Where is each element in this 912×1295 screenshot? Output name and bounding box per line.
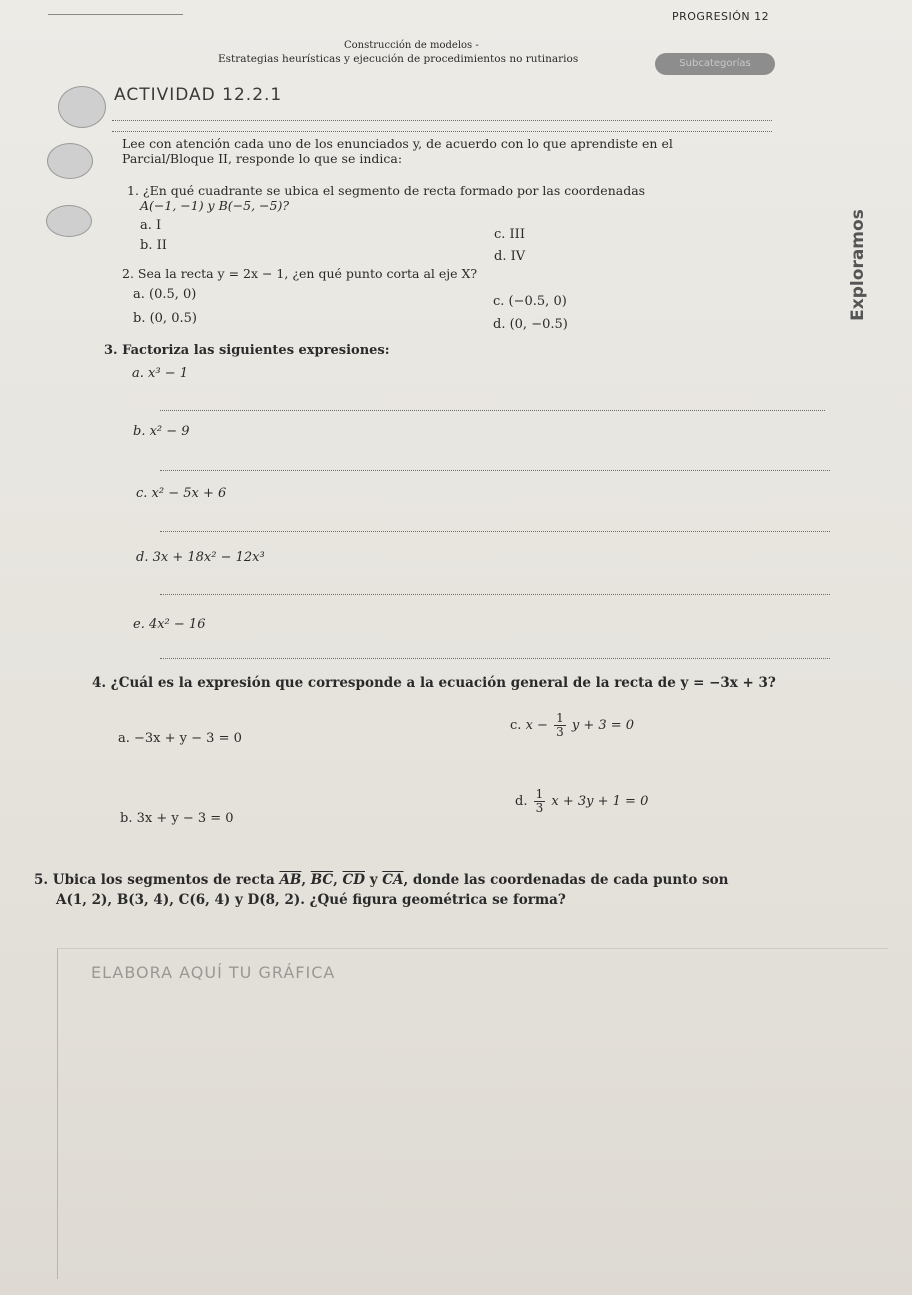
q2-option-d: d. (0, −0.5) bbox=[493, 317, 568, 332]
graph-drawing-area[interactable] bbox=[57, 948, 888, 1279]
q3-item-d: d. 3x + 18x² − 12x³ bbox=[136, 550, 265, 565]
q4-option-c bbox=[510, 712, 634, 739]
q5-segment-ab: $\overline{AB}$ bbox=[279, 872, 302, 888]
q4-c-left: x − bbox=[525, 718, 548, 733]
title-dotted-rule-2 bbox=[112, 131, 772, 132]
q4-d-right: x + 3y + 1 = 0 bbox=[551, 794, 649, 809]
q4-c-right: y + 3 = 0 bbox=[571, 718, 635, 733]
exploramos-side-label: Exploramos bbox=[848, 209, 868, 321]
header-subtitle-2: Estrategias heurísticas y ejecución de procedimientos no rutinarios bbox=[218, 53, 579, 65]
q5-segment-ca: $\overline{CA}$ bbox=[382, 872, 404, 888]
q5-conjunction: y bbox=[369, 872, 378, 888]
q4-c-fraction bbox=[554, 712, 566, 739]
q3-answer-line-e[interactable] bbox=[160, 658, 830, 659]
q3-item-e: e. 4x² − 16 bbox=[133, 617, 206, 632]
q4-c-den: 3 bbox=[556, 725, 564, 739]
q1-text-line-2: A(−1, −1) y B(−5, −5)? bbox=[140, 198, 290, 213]
q4-option-d bbox=[515, 788, 648, 815]
q2-option-a: a. (0.5, 0) bbox=[133, 287, 197, 302]
q1-text-line-1: 1. ¿En qué cuadrante se ubica el segmento de recta formado por las coordenadas bbox=[127, 183, 646, 198]
activity-title: ACTIVIDAD 12.2.1 bbox=[114, 85, 283, 105]
q5-text-end: , donde las coordenadas de cada punto son bbox=[403, 872, 729, 888]
q1-option-a: a. I bbox=[140, 218, 162, 233]
q5-text-line-1 bbox=[34, 872, 729, 888]
group-icon bbox=[47, 143, 93, 179]
q4-c-num: 1 bbox=[556, 711, 564, 725]
q1-option-c: c. III bbox=[494, 227, 525, 242]
q5-segment-bc: $\overline{BC}$ bbox=[310, 872, 334, 888]
q5-text-start: 5. Ubica los segmentos de recta bbox=[34, 872, 275, 888]
q5-separator-2: , bbox=[333, 872, 338, 888]
q3-answer-line-c[interactable] bbox=[160, 531, 830, 532]
q4-d-prefix: d. bbox=[515, 794, 528, 809]
q4-d-fraction bbox=[534, 788, 546, 815]
q3-item-c: c. x² − 5x + 6 bbox=[136, 486, 227, 501]
q4-option-b: b. 3x + y − 3 = 0 bbox=[120, 811, 234, 826]
subcategories-badge: Subcategorías bbox=[655, 53, 775, 75]
q2-option-c: c. (−0.5, 0) bbox=[493, 294, 567, 309]
graph-area-label: ELABORA AQUÍ TU GRÁFICA bbox=[91, 963, 336, 982]
q1-option-b: b. II bbox=[140, 238, 167, 253]
q3-item-a: a. x³ − 1 bbox=[132, 366, 188, 381]
q5-segment-cd: $\overline{CD}$ bbox=[342, 872, 365, 888]
q4-text: 4. ¿Cuál es la expresión que corresponde a la ecuación general de la recta de y = −3x + 3? bbox=[92, 675, 776, 691]
q4-d-num: 1 bbox=[535, 787, 544, 801]
q3-text: 3. Factoriza las siguientes expresiones: bbox=[104, 343, 390, 358]
q5-separator-1: , bbox=[301, 872, 307, 888]
q3-item-b: b. x² − 9 bbox=[133, 424, 190, 439]
q3-answer-line-b[interactable] bbox=[160, 470, 830, 471]
q3-answer-line-a[interactable] bbox=[160, 410, 825, 411]
header-subtitle-1: Construcción de modelos - bbox=[344, 40, 479, 51]
instruction-line-1: Lee con atención cada uno de los enunciados y, de acuerdo con lo que aprendiste en el bbox=[122, 136, 673, 151]
q4-d-den: 3 bbox=[535, 801, 544, 815]
book-icon bbox=[46, 205, 92, 237]
header-rule bbox=[48, 14, 183, 15]
instruction-line-2: Parcial/Bloque II, responde lo que se indica: bbox=[122, 151, 403, 166]
title-dotted-rule bbox=[112, 120, 772, 121]
q2-option-b: b. (0, 0.5) bbox=[133, 311, 197, 326]
q5-text-line-2: A(1, 2), B(3, 4), C(6, 4) y D(8, 2). ¿Qué figura geométrica se forma? bbox=[56, 892, 566, 908]
q1-option-d: d. IV bbox=[494, 249, 526, 264]
activity-icon bbox=[58, 86, 106, 128]
progression-label: PROGRESIÓN 12 bbox=[672, 10, 770, 23]
q4-option-a: a. −3x + y − 3 = 0 bbox=[118, 731, 242, 746]
q2-text: 2. Sea la recta y = 2x − 1, ¿en qué punto corta al eje X? bbox=[122, 266, 478, 281]
q3-answer-line-d[interactable] bbox=[160, 594, 830, 595]
q4-c-prefix: c. bbox=[510, 718, 522, 733]
